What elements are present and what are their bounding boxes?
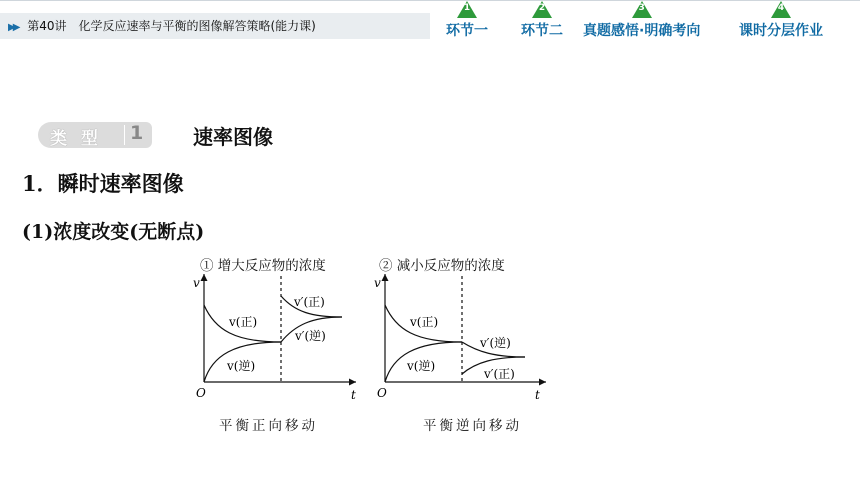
type-heading: 速率图像 [193, 125, 273, 149]
tab-section-1[interactable]: 1 环节一 [446, 3, 488, 39]
tab-section-4[interactable]: 4 课时分层作业 [739, 3, 823, 39]
figure-1-origin: O [196, 386, 206, 400]
figure-2-label-lower: v′(正) [484, 367, 515, 381]
section-heading-1: 1．瞬时速率图像 [22, 171, 184, 196]
figure-2-label-rev: v(逆) [407, 359, 436, 373]
figure-1-label-fwd: v(正) [229, 315, 258, 329]
figure-1-label-upper: v′(正) [294, 295, 325, 309]
figure-1-x-label: t [351, 388, 356, 402]
figure-2-label-fwd: v(正) [410, 315, 439, 329]
figure-1-label-lower: v′(逆) [295, 329, 326, 343]
section-heading-2: (1)浓度改变(无断点) [22, 221, 205, 243]
figure-1-title: ① 增大反应物的浓度 [200, 258, 326, 274]
figure-1-caption: 平衡正向移动 [219, 418, 318, 434]
figure-2-label-upper: v′(逆) [480, 336, 511, 350]
figure-1-label-rev: v(逆) [227, 359, 256, 373]
tab-label: 课时分层作业 [739, 23, 823, 39]
play-arrows-icon: ▶▶ [8, 22, 18, 33]
tab-label: 环节二 [521, 23, 563, 39]
figure-2-y-label: v [374, 276, 381, 290]
tab-label: 环节一 [446, 23, 488, 39]
tab-section-3[interactable]: 3 真题感悟·明确考向 [583, 3, 701, 39]
figure-2-caption: 平衡逆向移动 [423, 418, 522, 434]
figure-2-origin: O [377, 386, 387, 400]
figure-2-title: ② 减小反应物的浓度 [379, 258, 505, 274]
tab-section-2[interactable]: 2 环节二 [521, 3, 563, 39]
figure-2-x-label: t [535, 388, 540, 402]
figure-1-y-label: v [193, 276, 200, 290]
tab-label: 真题感悟·明确考向 [583, 23, 701, 39]
type-label: 类 型 [50, 129, 102, 149]
lesson-title: 第40讲 化学反应速率与平衡的图像解答策略(能力课) [27, 19, 316, 33]
type-number: 1 [130, 122, 144, 144]
